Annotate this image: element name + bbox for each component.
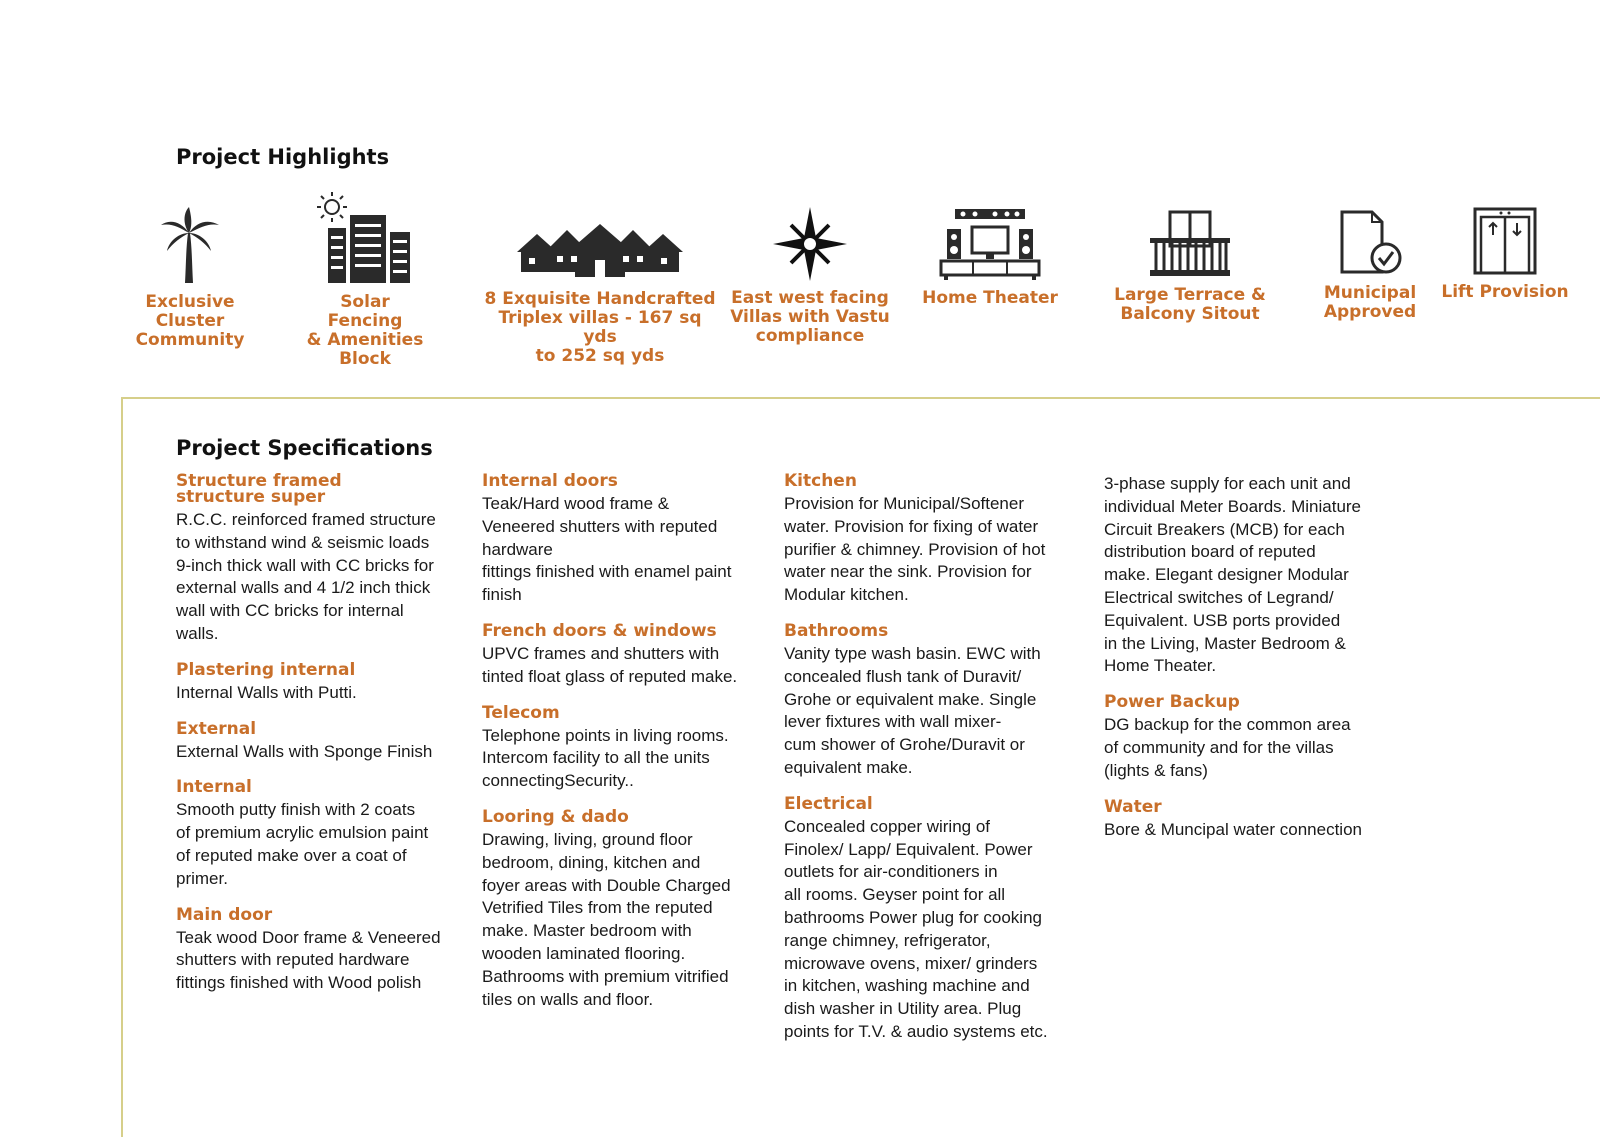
spec-item <box>176 659 476 705</box>
highlight-label: 8 Exquisite Handcrafted Triplex villas - 167 sq yds to 252 sq yds <box>484 289 716 366</box>
spec-heading: Bathrooms <box>784 620 889 641</box>
highlight-label: Large Terrace & Balcony Sitout <box>1114 285 1266 324</box>
highlight-label: East west facing Villas with Vastu compliance <box>730 288 890 346</box>
villas-icon <box>515 222 685 282</box>
spec-heading: Plastering internal <box>176 659 356 680</box>
highlight-item <box>480 222 720 366</box>
spec-body: Smooth putty finish with 2 coats of premium acrylic emulsion paint of reputed make over a coat of primer. <box>176 800 429 888</box>
spec-heading: Structure framed structure super <box>176 471 342 507</box>
specifications-frame-top <box>121 397 1600 399</box>
spec-body: 3-phase supply for each unit and individual Meter Boards. Miniature Circuit Breakers (MCB) for each distribution board of reputed make. Elegant designer Modular Electrical switches of Legrand/ Equivalent. USB ports provided in the Living, Master Bedroom & Home Theater. <box>1104 474 1362 676</box>
spec-body: Teak wood Door frame & Veneered shutters with reputed hardware fittings finished with Wood polish <box>176 927 441 993</box>
spec-body: DG backup for the common area of community and for the villas (lights & fans) <box>1104 715 1351 780</box>
spec-item <box>784 473 1094 607</box>
spec-heading: Telecom <box>482 702 560 723</box>
spec-item <box>482 620 782 689</box>
spec-item <box>176 904 476 995</box>
spec-heading: Kitchen <box>784 471 857 491</box>
elevator-icon <box>1473 207 1537 275</box>
spec-heading: Main door <box>176 904 273 925</box>
highlight-item <box>130 203 250 350</box>
highlight-item <box>910 207 1070 308</box>
spec-item <box>482 806 782 1011</box>
spec-item <box>482 702 782 793</box>
solar-building-icon <box>310 190 420 285</box>
highlights-title: Project Highlights <box>176 145 390 169</box>
palm-tree-icon <box>155 203 225 285</box>
spec-body: Drawing, living, ground floor bedroom, dining, kitchen and foyer areas with Double Charged Vetrified Tiles from the reputed make. Master bedroom with wooden laminated flooring. Bathrooms with premium vitrified tiles on walls and floor. <box>482 829 731 1009</box>
spec-column-2 <box>482 473 782 1027</box>
spec-column-3 <box>784 473 1094 1060</box>
spec-body: Vanity type wash basin. EWC with concealed flush tank of Duravit/ Grohe or equivalent make. Single lever fixtures with wall mixer- cum shower of Grohe/Duravit or equivalent make. <box>784 643 1041 777</box>
spec-heading: Water <box>1104 796 1162 817</box>
spec-item <box>176 718 476 764</box>
spec-heading: External <box>176 718 257 739</box>
highlight-item <box>1440 207 1570 302</box>
specifications-frame-left <box>121 397 123 1137</box>
spec-body: External Walls with Sponge Finish <box>176 741 433 761</box>
spec-body: Telephone points in living rooms. Intercom facility to all the units connectingSecurity.. <box>482 725 729 791</box>
home-theater-icon <box>939 207 1041 281</box>
highlight-item <box>1100 210 1280 324</box>
spec-body: Concealed copper wiring of Finolex/ Lapp/ Equivalent. Power outlets for air-conditioners in all rooms. Geyser point for all bathrooms Power plug for cooking range chimney, refrigerator, microwave ovens, mixer/ grinders in kitchen, washing machine and dish washer in Utility area. Plug points for T.V. & audio systems etc. <box>784 816 1048 1041</box>
highlight-label: Home Theater <box>922 288 1058 308</box>
spec-item <box>1104 796 1434 842</box>
spec-column-1 <box>176 473 476 1011</box>
spec-body: Internal Walls with Putti. <box>176 682 357 702</box>
spec-body: Provision for Municipal/Softener water. Provision for fixing of water purifier & chimney. Provision of hot water near the sink. Provision for Modular kitchen. <box>784 494 1046 605</box>
highlight-item <box>300 190 430 369</box>
spec-item <box>482 473 782 607</box>
approved-document-icon <box>1336 210 1404 276</box>
spec-body: Teak/Hard wood frame & Veneered shutters with reputed hardware fittings finished with enamel paint finish <box>482 494 732 605</box>
spec-item <box>176 473 476 646</box>
spec-heading: French doors & windows <box>482 620 717 641</box>
spec-item <box>784 793 1094 1044</box>
highlight-label: Exclusive Cluster Community <box>135 292 245 350</box>
spec-body: R.C.C. reinforced framed structure to withstand wind & seismic loads 9-inch thick wall with CC bricks for external walls and 4 1/2 inch thick wall with CC bricks for internal walls. <box>176 510 436 643</box>
spec-heading: Internal doors <box>482 471 618 491</box>
compass-icon <box>773 207 847 281</box>
balcony-icon <box>1148 210 1232 278</box>
highlight-item <box>1300 210 1440 322</box>
highlight-label: Solar Fencing & Amenities Block <box>306 292 424 369</box>
highlight-item <box>725 207 895 346</box>
spec-item <box>1104 473 1434 678</box>
spec-heading: Looring & dado <box>482 806 629 827</box>
spec-item <box>784 620 1094 780</box>
spec-column-4 <box>1104 473 1434 857</box>
spec-heading: Internal <box>176 777 252 798</box>
spec-body: UPVC frames and shutters with tinted float glass of reputed make. <box>482 643 738 686</box>
specifications-title: Project Specifications <box>176 436 433 460</box>
highlight-label: Municipal Approved <box>1323 283 1417 322</box>
spec-item <box>176 779 476 890</box>
spec-item <box>1104 694 1434 782</box>
spec-heading: Power Backup <box>1104 692 1240 713</box>
highlight-label: Lift Provision <box>1441 282 1569 302</box>
spec-body: Bore & Muncipal water connection <box>1104 819 1362 839</box>
spec-heading: Electrical <box>784 793 873 814</box>
